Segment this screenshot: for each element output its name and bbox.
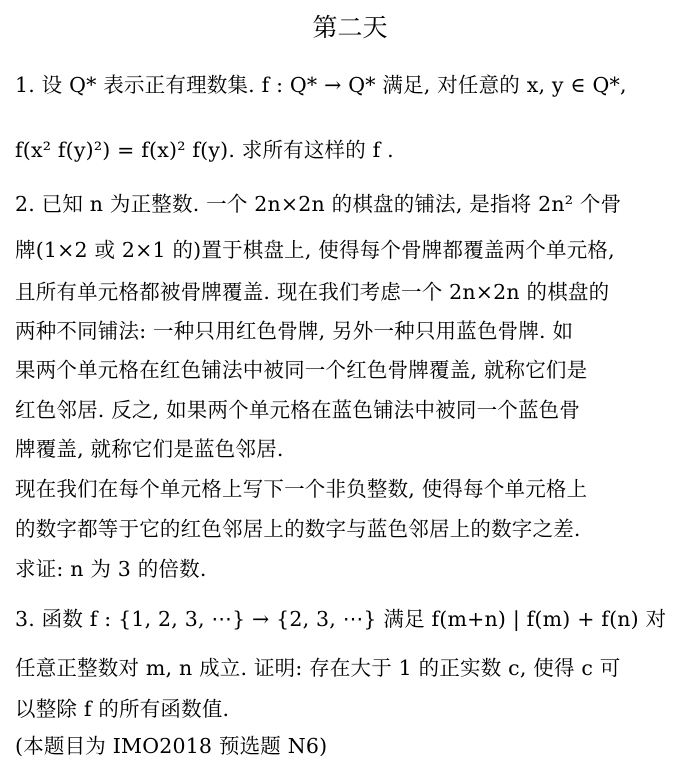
problem-3-line-3: 以整除 f 的所有函数值. xyxy=(15,697,230,721)
problem-2-line-7: 牌覆盖, 就称它们是蓝色邻居. xyxy=(15,437,284,461)
problem-1-line-2: f(x² f(y)²) = f(x)² f(y). 求所有这样的 f . xyxy=(15,138,394,162)
problem-1-line-1: 1. 设 Q* 表示正有理数集. f : Q* → Q* 满足, 对任意的 x, y ∈ Q*, xyxy=(15,73,627,97)
problem-2-line-1: 2. 已知 n 为正整数. 一个 2n×2n 的棋盘的铺法, 是指将 2n² 个骨 xyxy=(15,192,622,216)
problem-2-line-3: 且所有单元格都被骨牌覆盖. 现在我们考虑一个 2n×2n 的棋盘的 xyxy=(15,280,610,304)
source-note: (本题目为 IMO2018 预选题 N6) xyxy=(15,734,328,758)
problem-2-line-2: 牌(1×2 或 2×1 的)置于棋盘上, 使得每个骨牌都覆盖两个单元格, xyxy=(15,238,615,262)
problem-2-line-9: 的数字都等于它的红色邻居上的数字与蓝色邻居上的数字之差. xyxy=(15,517,581,541)
problem-2-line-10: 求证: n 为 3 的倍数. xyxy=(15,557,207,581)
problem-3-line-2: 任意正整数对 m, n 成立. 证明: 存在大于 1 的正实数 c, 使得 c 可 xyxy=(15,656,621,680)
problem-2-line-6: 红色邻居. 反之, 如果两个单元格在蓝色铺法中被同一个蓝色骨 xyxy=(15,398,581,422)
page-title: 第二天 xyxy=(312,13,388,42)
problem-2-line-5: 果两个单元格在红色铺法中被同一个红色骨牌覆盖, 就称它们是 xyxy=(15,358,588,382)
problem-2-line-8: 现在我们在每个单元格上写下一个非负整数, 使得每个单元格上 xyxy=(15,477,588,501)
problem-3-line-1: 3. 函数 f : {1, 2, 3, ⋯} → {2, 3, ⋯} 满足 f(m+n) | f(m) + f(n) 对 xyxy=(15,607,667,631)
problem-2-line-4: 两种不同铺法: 一种只用红色骨牌, 另外一种只用蓝色骨牌. 如 xyxy=(15,319,574,343)
